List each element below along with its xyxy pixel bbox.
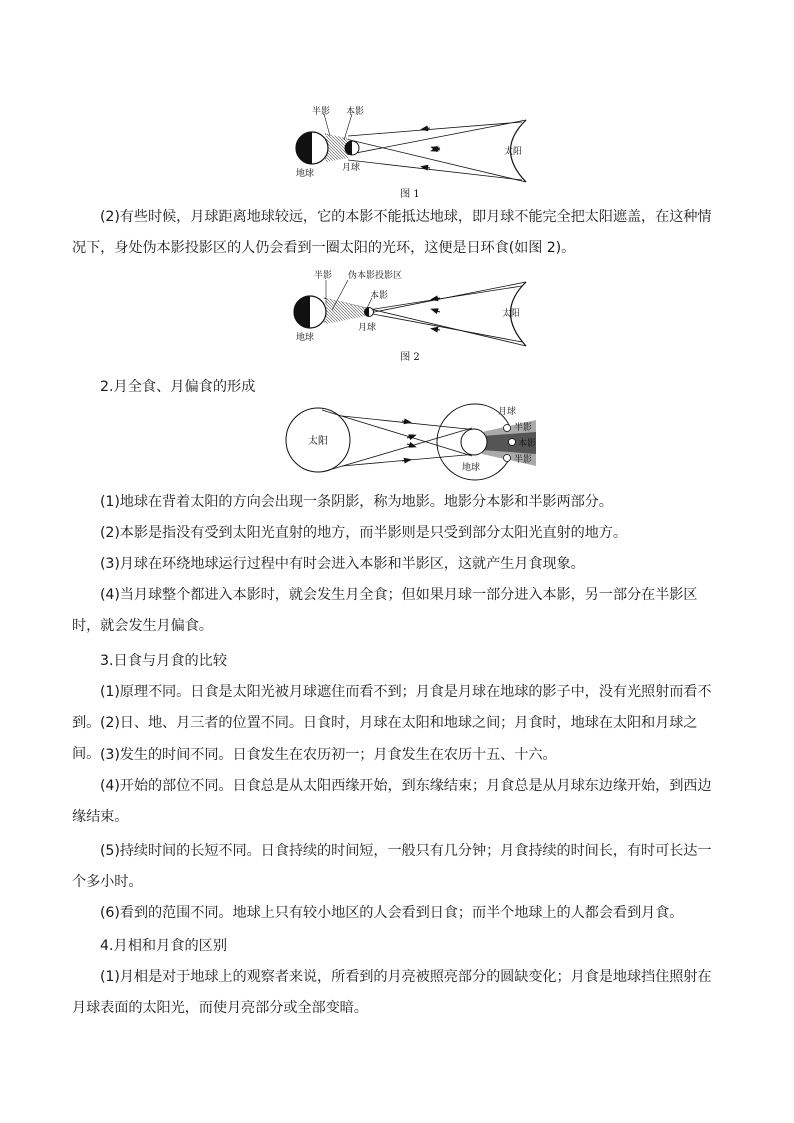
fig1-penumbra-label: 半影 xyxy=(312,107,331,117)
paragraph-s2-3: (3)月球在环绕地球运行过程中有时会进入本影和半影区，这就产生月食现象。 xyxy=(100,556,585,572)
fig3-penumbra-top-label: 半影 xyxy=(514,423,533,433)
figure-solar-eclipse xyxy=(290,100,540,190)
fig2-earth-label: 地球 xyxy=(296,333,315,343)
fig3-penumbra-bottom-label: 半影 xyxy=(514,455,533,465)
paragraph-s3-1: (1)原理不同。日食是太阳光被月球遮住而看不到；月食是月球在地球的影子中，没有光照射而看不到。 xyxy=(72,684,712,731)
paragraph-s3-4: (4)开始的部位不同。日食总是从太阳西缘开始，到东缘结束；月食总是从月球东边缘开始，到西边缘结束。 xyxy=(72,778,712,825)
fig1-moon-label: 月球 xyxy=(342,163,361,173)
fig1-umbra-label: 本影 xyxy=(346,107,365,117)
figure-annular-eclipse xyxy=(290,268,540,350)
paragraph-s3-5: (5)持续时间的长短不同。日食持续的时间短，一般只有几分钟；月食持续的时间长，有时可长达一个多小时。 xyxy=(72,843,712,890)
heading-phase-vs-eclipse: 4.月相和月食的区别 xyxy=(100,938,228,954)
paragraph-s2-2: (2)本影是指没有受到太阳光直射的地方，而半影则是只受到部分太阳光直射的地方。 xyxy=(100,525,627,541)
paragraph-s3-6: (6)看到的范围不同。地球上只有较小地区的人会看到日食；而半个地球上的人都会看到月食。 xyxy=(100,905,684,921)
fig3-moon-label: 月球 xyxy=(498,407,517,417)
paragraph-s2-4: (4)当月球整个都进入本影时，就会发生月全食；但如果月球一部分进入本影，另一部分在半影区时，就会发生月偏食。 xyxy=(72,587,698,634)
fig1-sun-label: 太阳 xyxy=(504,147,523,157)
paragraph-s3-3: (3)发生的时间不同。日食发生在农历初一；月食发生在农历十五、十六。 xyxy=(100,747,557,763)
fig3-earth-label: 地球 xyxy=(462,463,481,473)
paragraph-s3-2: (2)日、地、月三者的位置不同。日食时，月球在太阳和地球之间；月食时，地球在太阳和月球之间。 xyxy=(72,715,698,762)
paragraph-annular-eclipse: (2)有些时候，月球距离地球较远，它的本影不能抵达地球，即月球不能完全把太阳遮盖，在这种情况下，身处伪本影投影区的人仍会看到一圈太阳的光环，这便是日环食(如图 2)。 xyxy=(72,209,712,256)
paragraph-s2-1: (1)地球在背着太阳的方向会出现一条阴影，称为地影。地影分本影和半影两部分。 xyxy=(100,494,613,510)
fig2-moon-label: 月球 xyxy=(358,323,377,333)
figure2-caption: 图 2 xyxy=(400,352,420,363)
fig3-sun-label: 太阳 xyxy=(308,436,328,447)
figure1-caption: 图 1 xyxy=(400,189,420,200)
fig3-umbra-label: 本影 xyxy=(518,439,537,449)
fig2-pseudo-umbra-label: 伪本影投影区 xyxy=(348,271,403,281)
fig2-umbra-label: 本影 xyxy=(370,291,389,301)
figure-lunar-eclipse xyxy=(282,402,544,484)
heading-comparison: 3.日食与月食的比较 xyxy=(100,653,228,669)
fig2-sun-label: 太阳 xyxy=(502,309,521,319)
heading-lunar-eclipse-formation: 2.月全食、月偏食的形成 xyxy=(100,379,256,395)
paragraph-s4-1: (1)月相是对于地球上的观察者来说，所看到的月亮被照亮部分的圆缺变化；月食是地球挡住照射在月球表面的太阳光，而使月亮部分或全部变暗。 xyxy=(72,969,712,1016)
fig2-penumbra-label: 半影 xyxy=(314,271,333,281)
fig1-earth-label: 地球 xyxy=(296,169,315,179)
